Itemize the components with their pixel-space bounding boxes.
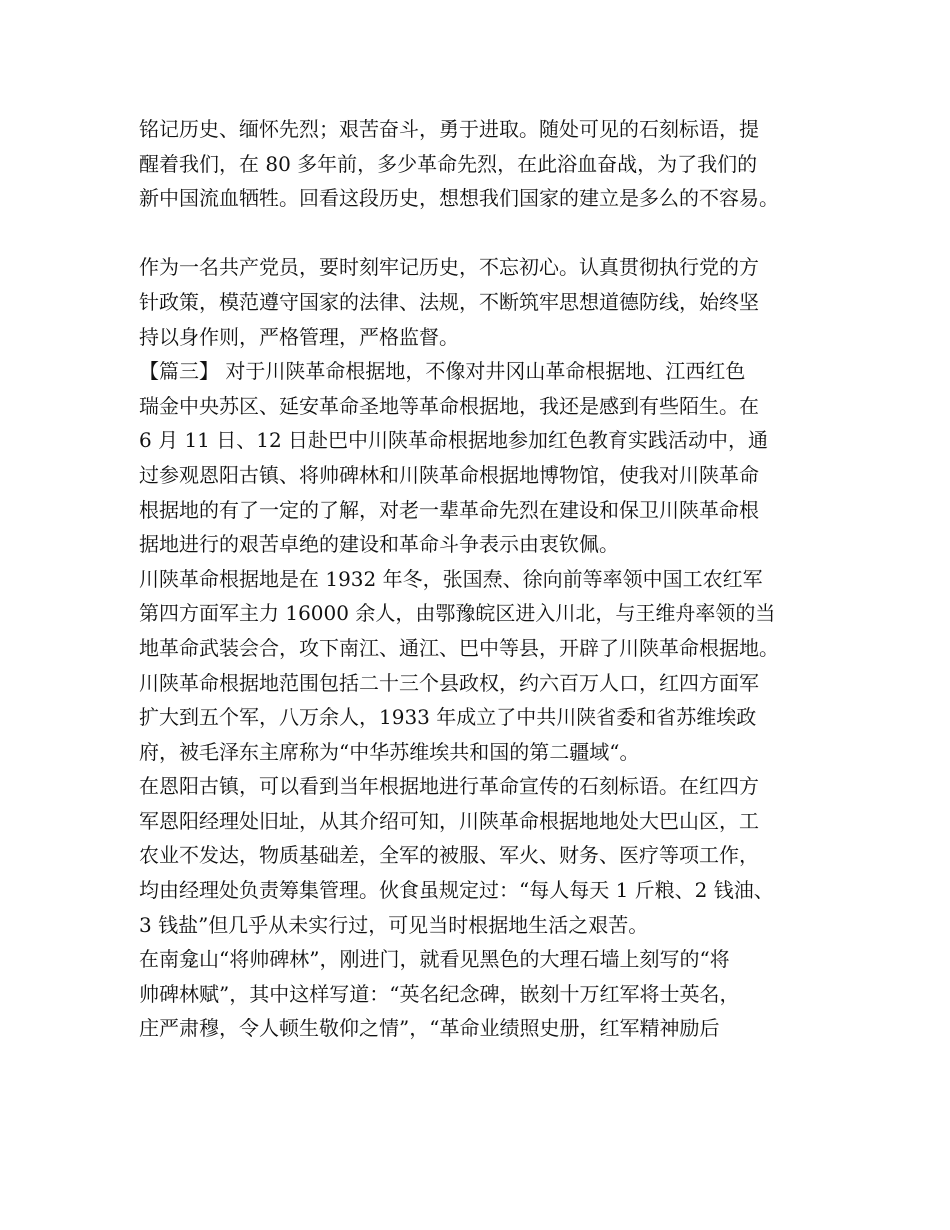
text-line: 铭记历史、缅怀先烈；艰苦奋斗，勇于进取。随处可见的石刻标语，提 [139, 117, 759, 141]
section-heading-line: 【篇三】 对于川陕革命根据地，不像对井冈山革命根据地、江西红色 [139, 359, 746, 384]
document-body [139, 112, 829, 1046]
text-line: 持以身作则，严格管理，严格监督。 [139, 324, 459, 349]
text-line: 过参观恩阳古镇、将帅碑林和川陕革命根据地博物馆，使我对川陕革命 [139, 462, 759, 487]
text-line: 在南龛山“将帅碑林”，刚进门，就看见黑色的大理石墙上刻写的“将 [139, 947, 730, 972]
text-line: 军恩阳经理处旧址，从其介绍可知，川陕革命根据地地处大巴山区，工 [139, 808, 759, 833]
text-line: 第四方面军主力 16000 余人，由鄂豫皖区进入川北，与王维舟率领的当 [139, 601, 776, 626]
text-line: 新中国流血牺牲。回看这段历史，想想我们国家的建立是多么的不容易。 [139, 186, 779, 211]
text-line: 醒着我们，在 80 多年前，多少革命先烈，在此浴血奋战，为了我们的 [139, 151, 758, 176]
text-line: 据地进行的艰苦卓绝的建设和革命斗争表示由衷钦佩。 [139, 532, 619, 557]
text-line: 府，被毛泽东主席称为“中华苏维埃共和国的第二疆域“。 [139, 739, 640, 764]
text-line: 川陕革命根据地是在 1932 年冬，张国焘、徐向前等率领中国工农红军 [139, 566, 763, 591]
text-line: 根据地的有了一定的了解，对老一辈革命先烈在建设和保卫川陕革命根 [139, 497, 759, 522]
text-line: 3 钱盐”但几乎从未实行过，可见当时根据地生活之艰苦。 [139, 912, 649, 937]
text-line: 在恩阳古镇，可以看到当年根据地进行革命宣传的石刻标语。在红四方 [139, 774, 759, 799]
text-line: 扩大到五个军，八万余人，1933 年成立了中共川陕省委和省苏维埃政 [139, 705, 757, 730]
text-line: 农业不发达，物质基础差，全军的被服、军火、财务、医疗等项工作， [139, 843, 759, 868]
text-line: 6 月 11 日、12 日赴巴中川陕革命根据地参加红色教育实践活动中，通 [139, 428, 769, 453]
text-line: 作为一名共产党员，要时刻牢记历史，不忘初心。认真贯彻执行党的方 [139, 255, 759, 280]
text-line: 川陕革命根据地范围包括二十三个县政权，约六百万人口，红四方面军 [139, 670, 759, 695]
text-line: 瑞金中央苏区、延安革命圣地等革命根据地，我还是感到有些陌生。在 [139, 393, 759, 418]
text-line: 庄严肃穆，令人顿生敬仰之情”，“革命业绩照史册，红军精神励后 [139, 1016, 720, 1041]
paragraph-gap [139, 216, 829, 251]
text-line: 均由经理处负责筹集管理。伙食虽规定过：“每人每天 1 斤粮、2 钱油、 [139, 878, 774, 903]
text-line: 地革命武装会合，攻下南江、通江、巴中等县，开辟了川陕革命根据地。 [139, 635, 779, 660]
text-line: 帅碑林赋”，其中这样写道：“英名纪念碑，嵌刻十万红军将士英名， [139, 981, 740, 1006]
text-line: 针政策，模范遵守国家的法律、法规，不断筑牢思想道德防线，始终坚 [139, 289, 759, 314]
